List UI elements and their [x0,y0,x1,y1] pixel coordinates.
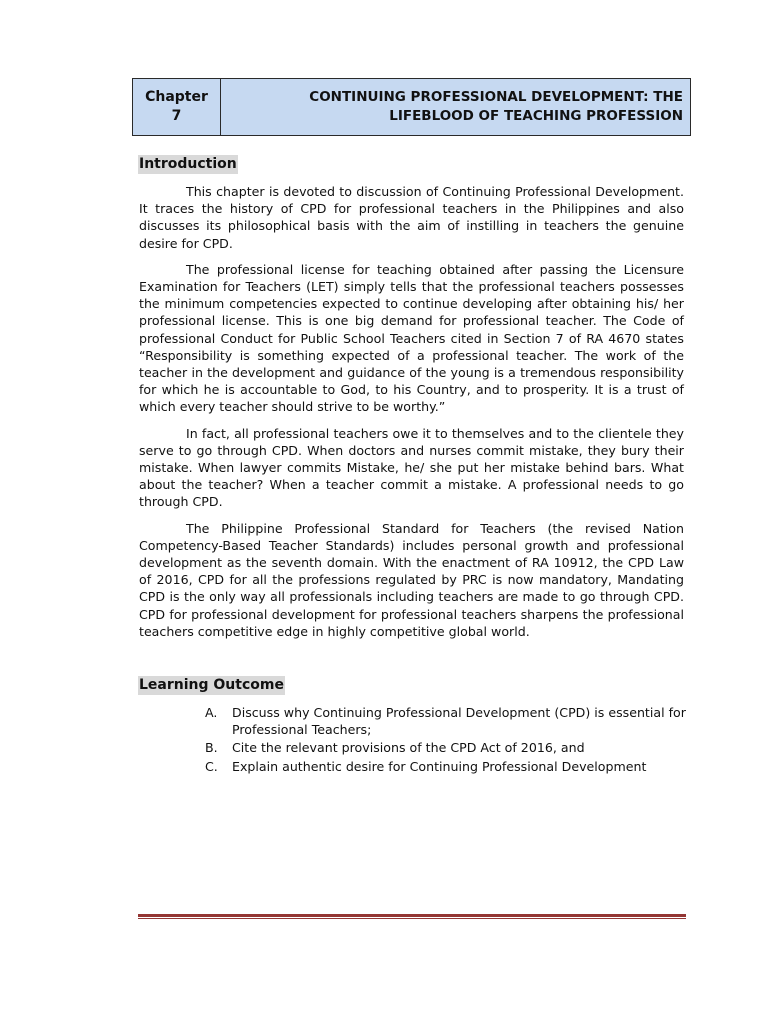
chapter-title-line-1: CONTINUING PROFESSIONAL DEVELOPMENT: THE [309,89,683,105]
introduction-paragraph-1: This chapter is devoted to discussion of Continuing Professional Development. It traces the history of CPD for professional teachers in the Philippines and also discusses its philosophical basis with the aim of instilling in teachers the genuine desire for CPD. [139,184,684,251]
list-item-text: Explain authentic desire for Continuing Professional Development [232,758,647,774]
list-marker: C. [205,758,218,774]
learning-outcome-list [205,704,687,776]
list-item [205,758,687,775]
chapter-title-cell [221,79,690,135]
chapter-header [132,78,691,136]
learning-outcome-heading: Learning Outcome [139,677,284,693]
introduction-heading: Introduction [139,156,237,172]
chapter-label-cell [133,79,221,135]
list-item-text: Discuss why Continuing Professional Development (CPD) is essential for Professional Teachers; [232,705,686,738]
list-marker: A. [205,705,218,720]
list-item [205,704,687,738]
list-item-text: Cite the relevant provisions of the CPD Act of 2016, and [232,740,585,756]
introduction-paragraph-2: The professional license for teaching obtained after passing the Licensure Examination for Teachers (LET) simply tells that the professional teachers possesses the minimum competencies expected to continue developing after obtaining his/ her professional license. This is one big demand for professional teacher. The Code of professional Conduct for Public School Teachers cited in Section 7 of RA 4670 states “Responsibility is something expected of a professional teacher. The work of the teacher in the development and guidance of the young is a tremendous responsibility for which he is accountable to God, to his Country, and to prosperity. It is a trust of which every teacher should strive to be worthy.” [139,261,684,415]
footer-divider [138,914,686,919]
chapter-number: 7 [171,108,182,124]
list-marker: B. [205,740,218,756]
introduction-body [139,183,684,649]
chapter-word: Chapter [145,89,208,105]
list-item [205,739,687,756]
introduction-paragraph-4: The Philippine Professional Standard for Teachers (the revised Nation Competency-Based Teacher Standards) includes personal growth and professional development as the seventh domain. With the enactment of RA 10912, the CPD Law of 2016, CPD for all the professions regulated by PRC is now mandatory, Mandating CPD is the only way all professionals including teachers are made to go through CPD. CPD for professional development for professional teachers sharpens the professional teachers competitive edge in highly competitive global world. [139,520,684,639]
chapter-title-line-2: LIFEBLOOD OF TEACHING PROFESSION [389,108,683,124]
introduction-paragraph-3: In fact, all professional teachers owe it to themselves and to the clientele they serve to go through CPD. When doctors and nurses commit mistake, they bury their mistake. When lawyer commits Mistake, he/ she put her mistake behind bars. What about the teacher? When a teacher commit a mistake. A professional needs to go through CPD. [139,425,684,510]
